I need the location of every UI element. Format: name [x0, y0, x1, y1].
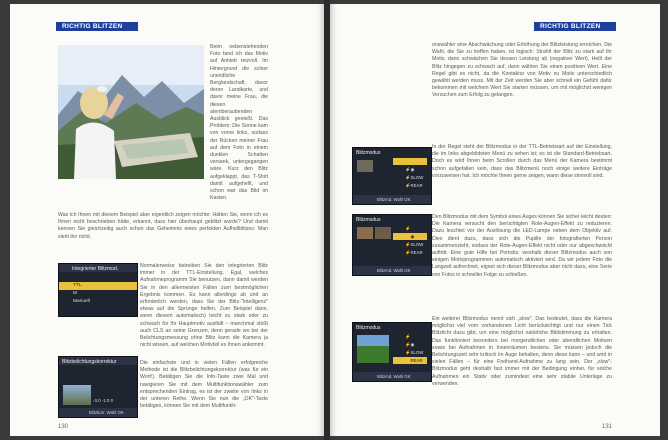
menu-row: Manuell	[73, 299, 90, 304]
flash-option: ⚡REAR	[405, 250, 423, 255]
page-number: 131	[601, 424, 612, 430]
flash-option: ⚡◉	[405, 167, 415, 172]
preview-thumbnail	[357, 335, 389, 363]
flash-option: ⚡◉	[405, 342, 415, 347]
menu-row	[59, 274, 137, 282]
body-paragraph: Normalerweise betreiben Sie den integrierten Blitz immer in der TTL-Einstellung. Egal, welches Aufnahmeprogramm Sie benutzen, dann damit werden Sie in den allermeisten Fällen zum bestmöglichen Ergebnis kommen. Es kann allerdings ab und an erforderlich werden, dass Sie der Blitz-"Intelligenz" etwas auf die Sprünge helfen. Zum Beispiel dann, wenn diesem automatisch) leicht zu stark oder zu schwach für Ihr Hauptmotiv ausfällt – manchmal stößt auch CLS an seine Grenzen, denn gerade wo bei der Belichtungsmessung ohne Blitz kann die Kamera ja nicht wissen, auf welchen Motivteil es Ihnen ankommt.	[140, 263, 268, 349]
menu-row: M	[73, 291, 77, 296]
flash-mode-screen	[352, 322, 432, 382]
left-page	[10, 4, 324, 436]
screen-title: Blitzmodus	[356, 325, 381, 331]
screen-footer: Blitzmd. Wahl OK	[353, 372, 431, 381]
flash-option: ⚡	[405, 334, 411, 339]
flash-option: ⚡	[393, 158, 427, 165]
flash-option: ⚡REAR	[405, 183, 423, 188]
camera-menu-screen	[58, 263, 138, 317]
menu-screen-title: Integrierter Blitzmod.	[72, 266, 119, 272]
flash-mode-screen	[352, 147, 432, 205]
flash-option: ⚡	[405, 226, 411, 231]
flash-options	[393, 225, 427, 257]
body-paragraph: Die einfachste und in vielen Fällen erfolgreiche Methode ist die Blitzbelichtungskorrektur (was für ein Wort!). Betätigen Sie die Info-Taste zwei Mal und navigieren Sie mit dem Multifunktionswähler zum entsprechenden Eintrag, es ist der zweite von links in der unteren Reihe. Wenn Sie nun die „OK"-Taste betätigen, können Sie mit dem Multifunkti-	[140, 360, 268, 410]
menu-row-selected: TTL	[59, 282, 137, 290]
preview-thumbnail	[63, 385, 91, 405]
preview-thumbnail	[357, 227, 373, 239]
intro-text: Beim nebenstehenden Foto fand ich das Motiv auf Anhieb reizvoll. Im Hintergrund die schier unendliche Berglandschaft, davor deren Landkarte, und davor meine Frau, die diesen atemberaubenden Ausblick genießt. Das Problem: Die Sonne kam von vorne links, sodass der Rücken meiner Frau auf dem Foto in einem dunklen Schatten versank, untergegangen wäre. Kurz den Blitz aufgeklappt, das T-Shirt damit aufgehellt, und schon war das Bild im Kasten.	[210, 44, 268, 202]
screen-title: Blitzmodus	[356, 217, 381, 223]
flash-option: ⚡SLOW	[405, 350, 424, 355]
screen-footer: Blitzmd. Wahl OK	[353, 195, 431, 204]
body-paragraph: Ein weiterer Blitzmodus nennt sich „slow". Das bedeutet, dass die Kamera möglichst viel vom vorhandenen Licht berücksichtigt und nur einen Tick Blitzlicht dazu gibt, um eine möglichst natürliche Bildstimmung zu erhalten. Das funktioniert besonders bei morgendlichen oder abendlichen Motiven sowie bei Aufnahmen in Innenräumen bestens. Sie müssen jedoch die Belichtungszeit sehr kritisch im Auge behalten, denn diese kann – und wird in vielen Fällen – für eine Freihand-Aufnahme zu lang sein. Der „slow"-Blitzmodus geht deshalb fast immer mit der Bedingung einher, für solche Aufnahmen ein Stativ oder zumindest eine sehr stabile Unterlage zu verwenden.	[432, 316, 612, 387]
chapter-header: RICHTIG BLITZEN	[56, 22, 138, 31]
chapter-header: RICHTIG BLITZEN	[534, 22, 616, 31]
screen-title: Blitzmodus	[356, 150, 381, 156]
flash-options	[393, 158, 427, 190]
body-paragraph: In der Regel steht der Blitzmodus in der TTL-Betriebsart auf der Einstellung, die im links abgebildeten Menü zu sehen ist; es ist die Standard-Betriebsart. Doch es wird Ihnen beim Scrollen durch das Menü der Kamera bestimmt schon aufgefallen sein, dass das Blitzmenü noch einige weitere Einträge vorzuweisen hat. Ich möchte Ihnen gerne zeigen, wann diese sinnvoll sind.	[432, 144, 612, 179]
preview-thumbnail	[357, 160, 373, 172]
compensation-scale: -3.0 -1.0 0	[93, 398, 114, 403]
right-page	[330, 4, 660, 436]
body-paragraph: Den Blitzmodus mit dem Symbol eines Auges können Sie sicher leicht deuten: Die Kamera versucht den berüchtigten Rote-Augen-Effekt zu reduzieren. Dazu leuchtet vor der Auslösung die LED-Lampe neben dem Objektiv auf. Dies dient dazu, dass sich die Pupille der fotografierten Person zusammenzieht, sodass der Rote-Augen-Effekt nicht oder nur abgeschwächt auftritt. Eine gute Hilfe bei Porträts; weshalb dieser Blitzmodus auch von einigen Motivprogrammen automatisch aktiviert wird. Da wir jedem Foto die Langzeit aufrechnet, eignet sich dieser Blitzmodus aber nicht dazu, eine Serie von Fotos in schneller Folge zu schießen.	[432, 214, 612, 278]
screen-footer: Blitzmd. Wahl OK	[353, 266, 431, 275]
flash-compensation-screen	[58, 356, 138, 418]
flash-option: ⚡SLOW	[405, 175, 424, 180]
flash-option: ⚡REAR	[393, 357, 427, 364]
page-number: 130	[58, 424, 69, 430]
flash-options	[393, 333, 427, 365]
flash-option: ⚡◉	[393, 233, 427, 240]
preview-thumbnail	[375, 227, 391, 239]
flash-option: ⚡SLOW	[405, 242, 424, 247]
landscape-photo	[58, 45, 204, 179]
screen-title: Blitzbelichtungskorrektur	[62, 359, 117, 365]
body-paragraph: onswähler eine Abschwächung oder Erhöhung der Blitzleistung erreichen. Die Wahl, die Sie zu treffen haben, ist logisch: Strahlt der Blitz zu stark auf Ihr Motiv, dann schwächen Sie dessen Leistung ab (negativer Wert). Hellt der Blitz hingegen zu schwach auf, dann wählen Sie einen positiven Wert. Eine Regel gibt es nicht, da die Kontaktur von Motiv zu Motiv unterschiedlich gewählt werden muss. Mit der Zeit werden Sie aber schnell ein Gefühl dafür bekommen mit welchem Wert Sie starten müssen, um mit möglichst wenigen Versuchen zum Erfolg zu gelangen.	[432, 42, 612, 99]
flash-mode-screen	[352, 214, 432, 276]
screen-footer: Blitzkorr. Wahl OK	[59, 408, 137, 417]
body-paragraph: Was ich Ihnen mit diesem Beispiel aber eigentlich zeigen möchte: Hätten Sie, wenn ich es Ihnen nicht beschrieben hätte, erkannt, dass hier überhaupt geblitzt wurde? Und damit kennen Sie gleichzeitig auch schon das Geheimnis eines perfekten Aufhellblitzes: Man sieht ihn nicht.	[58, 212, 268, 240]
